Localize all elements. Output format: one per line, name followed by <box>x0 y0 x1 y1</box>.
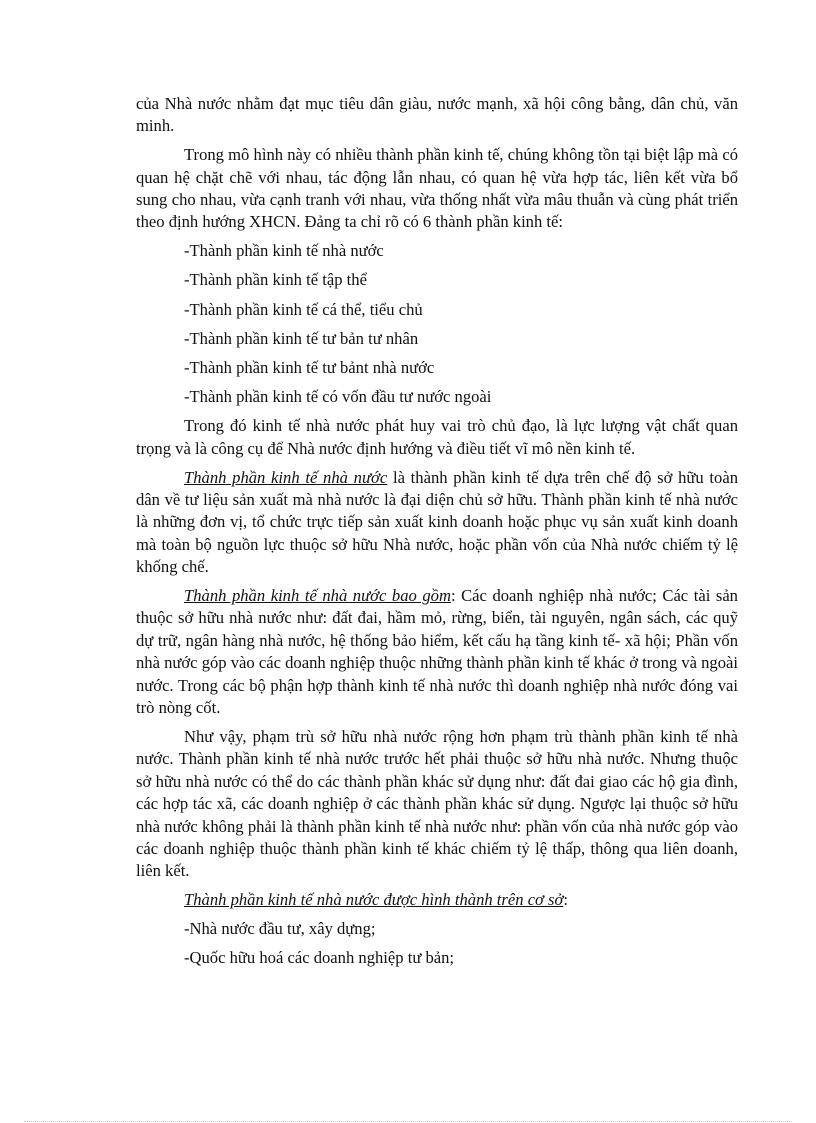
paragraph-ownership-scope: Như vậy, phạm trù sở hữu nhà nước rộng hơn phạm trù thành phần kinh tế nhà nước. Thành phần kinh tế nhà nước trước hết phải thuộc sở hữu nhà nước. Nhưng thuộc sở hữu nhà nước có thể do các thành phần khác sử dụng như: đất đai giao các hộ gia đình, các hợp tác xã, các doanh nghiệp ở các thành phần khác sử dụng. Ngược lại thuộc sở hữu nhà nước không phải là thành phần kinh tế nhà nước như: phần vốn của nhà nước góp vào các doanh nghiệp thuộc thành phần kinh tế khác chiếm tỷ lệ thấp, thông qua liên doanh, liên kết. <box>136 726 738 881</box>
term-state-sector-includes: Thành phần kinh tế nhà nước bao gồm <box>184 586 451 606</box>
list-item: -Nhà nước đầu tư, xây dựng; <box>184 918 376 938</box>
term-formation-basis: Thành phần kinh tế nhà nước được hình thành trên cơ sở <box>184 890 564 910</box>
list-item: -Thành phần kinh tế cá thể, tiểu chủ <box>184 299 423 319</box>
paragraph-model-description: Trong mô hình này có nhiều thành phần kinh tế, chúng không tồn tại biệt lập mà có quan hệ chặt chẽ với nhau, tác động lẫn nhau, có quan hệ vừa hợp tác, liên kết vừa bổ sung cho nhau, vừa cạnh tranh với nhau, vừa thống nhất vừa mâu thuẫn và cùng phát triển theo định hướng XHCN. Đảng ta chỉ rõ có 6 thành phần kinh tế: <box>136 145 738 232</box>
list-item: -Thành phần kinh tế nhà nước <box>184 241 384 261</box>
list-item: -Thành phần kinh tế có vốn đầu tư nước ngoài <box>184 387 492 407</box>
list-item: -Quốc hữu hoá các doanh nghiệp tư bản; <box>184 948 455 968</box>
paragraph-formation-heading <box>136 889 738 911</box>
paragraph-leading-role: Trong đó kinh tế nhà nước phát huy vai trò chủ đạo, là lực lượng vật chất quan trọng và là công cụ để Nhà nước định hướng và điều tiết vĩ mô nền kinh tế. <box>136 416 738 458</box>
economic-sectors-list <box>136 240 738 408</box>
components-text: : Các doanh nghiệp nhà nước; Các tài sản thuộc sở hữu nhà nước như: đất đai, hầm mỏ, rừng, biển, tài nguyên, ngân sách, các quỹ dự trữ, ngân hàng nhà nước, hệ thống bảo hiểm, kết cấu hạ tầng kinh tế- xã hội; Phần vốn nhà nước góp vào các doanh nghiệp thuộc những thành phần kinh tế khác ở trong và ngoài nước. Trong các bộ phận hợp thành kinh tế nhà nước thì doanh nghiệp nhà nước đóng vai trò nòng cốt. <box>136 586 738 718</box>
list-item: -Thành phần kinh tế tư bản tư nhân <box>184 328 419 348</box>
page-bottom-divider <box>24 1121 792 1122</box>
paragraph-state-sector-definition <box>136 467 738 579</box>
paragraph-state-sector-components <box>136 585 738 719</box>
colon: : <box>563 890 568 910</box>
list-item: -Thành phần kinh tế tư bảnt nhà nước <box>184 358 435 378</box>
term-state-economic-sector: Thành phần kinh tế nhà nước <box>184 467 388 487</box>
list-item: -Thành phần kinh tế tập thể <box>184 270 367 290</box>
document-page <box>136 93 738 976</box>
definition-text: là thành phần kinh tế dựa trên chế độ sở hữu toàn dân về tư liệu sản xuất mà nhà nước là đại diện chủ sở hữu. Thành phần kinh tế nhà nước là những đơn vị, tổ chức trực tiếp sản xuất kinh doanh hoặc phục vụ sản xuất kinh doanh mà toàn bộ nguồn lực thuộc sở hữu Nhà nước, hoặc phần vốn của Nhà nước chiếm tỷ lệ khống chế. <box>136 467 738 577</box>
formation-bases-list <box>136 918 738 970</box>
paragraph-intro-continuation: của Nhà nước nhằm đạt mục tiêu dân giàu, nước mạnh, xã hội công bằng, dân chủ, văn minh. <box>136 94 738 136</box>
